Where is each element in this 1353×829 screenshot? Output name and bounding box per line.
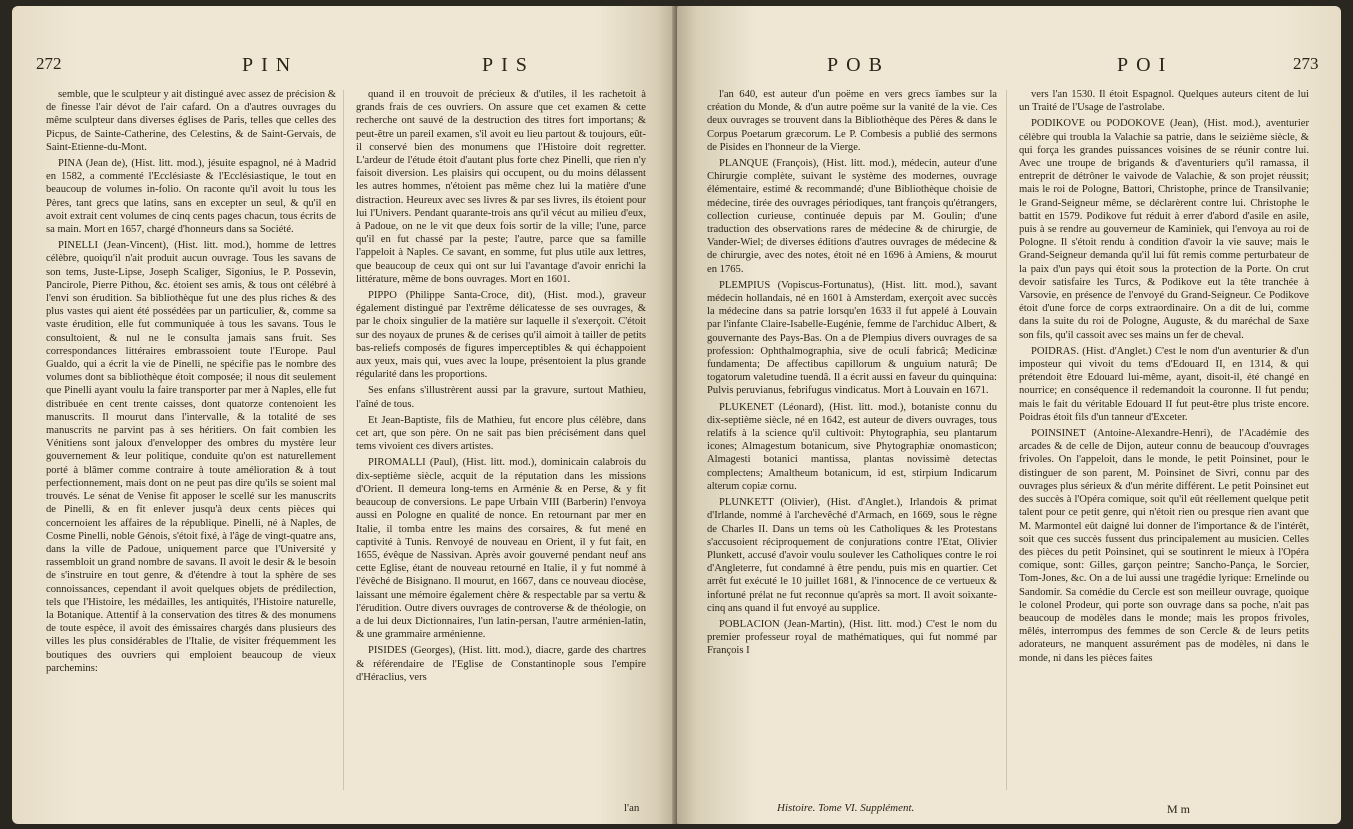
entry-pina: PINA (Jean de), (Hist. litt. mod.), jésuite espagnol, né à Madrid en 1582, a commenté l'Ecclésiaste & l'Ecclésiastique, le tout en beaucoup de volumes in-folio. On raconte qu'il avoit lu tous les Pères, tant grecs que latins, sans en excepter un seul, & qu'il en avoit extrait cent volumes de cinq cents pages chacun, tous écrits de sa main. Mort en 1657, chargé d'honneurs dans sa Société. xyxy=(46,158,336,236)
right-page xyxy=(677,6,1341,824)
entry-pinelli: PINELLI (Jean-Vincent), (Hist. litt. mod.), homme de lettres célèbre, quoiqu'il n'ait produit aucun ouvrage. Tous les savans de son tems, Juste-Lipse, Joseph Scaliger, Sigonius, le P. Possevin, Pancirole, Pierre Pithou, &c. étoient ses amis, & tous ont célébré à l'envi son érudition. Sa bibliothèque fut une des plus riches & des plus vastes qui aient été possédées par un particulier, &, comme sa vaste érudition, elle fut communiquée à tous les savans. Tous le consultoient, & nul ne le consulta jamais sans fruit. Ses correspondances littéraires embrassoient toute l'Europe. Paul Gualdo, qui a écrit la vie de Pinelli, ne spécifie pas le nombre des volumes dont sa bibliothèque étoit composée; il nous dit seulement que Pinelli ayant voulu la faire transporter par mer à Naples, elle fut distribuée en cent trente caisses, dont quatorze contenoient les manuscrits. Il mourut dans l'intervalle, & la totalité de ses manuscrits ne parvint pas à ses héritiers. On fait combien les Vénitiens sont jaloux d'envelopper des ombres du mystère leur gouvernement & leur politique, conduite qu'on est naturellement porté à blâmer comme contraire à toute amélioration & à tout perfectionnement, mais dont on ne peut pas dire qu'ils se soient mal trouvés. Le sénat de Venise fit apposer le scellé sur les manuscrits de Pinelli, & en fit enlever jusqu'à deux cents pièces qui concernoient les affaires de la république. Pinelli, né à Naples, de Cosme Pinelli, noble Génois, s'étoit fixé, à l'âge de vingt-quatre ans, dans la ville de Padoue, uniquement parce que l'Université y rassembloit un grand nombre de savans. Il avoit le desir & le besoin de s'instruire en tout genre, & d'étendre à tout la sphère de ses connoissances, cependant il avoit quelques objets de prédilection, tels que l'Histoire, les médailles, les antiquités, l'Histoire naturelle, la Botanique. Attentif à la conservation des titres & des monumens de toute espèce, il avoit des émissaires chargés dans plusieurs des villes les plus considérables de l'Italie, de visiter fréquemment les boutiques des ouvriers qui emploient beaucoup de vieux parchemins: xyxy=(46,240,336,674)
entry-podikove: PODIKOVE ou PODOKOVE (Jean), (Hist. mod.), aventurier célèbre qui troubla la Valachie sa patrie, dans le seizième siècle, & qui força les grandes puissances voisines de se réunir contre lui. Avec une troupe de brigands & d'aventuriers qu'il ramassa, il entreprit de détrôner le vaivode de Valachie, & son projet réussit; mais le roi de Pologne, Battori, Christophe, prince de Transilvanie; le Grand-Seigneur même, se déclarèrent contre lui. Christophe le battit en 1579. Podikove fut réduit à errer d'abord d'asile en asile, puis à se rendre au gouverneur de Kaminiek, qui l'envoya au roi de Pologne. Il s'étoit rendu à condition d'avoir la vie sauve; mais le Grand-Seigneur demanda qu'il lui fût remis comme perturbateur de la paix d'un pays qui étoit sous la protection de la Porte. On crut devoir satisfaire les Turcs, & Podikove eut la tête tranchée à Varsovie, en présence de l'envoyé du Grand-Seigneur. Ce Podikove étoit d'une force de corps extraordinaire. On a dit de lui, comme dans la suite du roi de Pologne, Auguste, & du maréchal de Saxe son fils, qu'il cassoit avec ses mains un fer de cheval. xyxy=(1019,118,1309,341)
entry-pisides: PISIDES (Georges), (Hist. litt. mod.), diacre, garde des chartres & référendaire de l'Eglise de Constantinople sous l'empire d'Héraclius, vers xyxy=(356,645,646,683)
column-divider xyxy=(343,90,344,790)
text-paragraph: l'an 640, est auteur d'un poëme en vers grecs ïambes sur la création du Monde, & d'un autre poëme sur la vanité de la vie. Ces deux ouvrages se trouvent dans la Bibliothèque des Pères & dans le Corpus Poetarum græcorum. Le P. Combesis a publié des sermons de Pisides en l'honneur de la Vierge. xyxy=(707,89,997,153)
footer-line: Histoire. Tome VI. Supplément. xyxy=(777,802,915,814)
entry-planque: PLANQUE (François), (Hist. litt. mod.), médecin, auteur d'une Chirurgie complète, suivant le système des modernes, ouvrage élémentaire, estimé & recommandé; d'une Bibliothèque choisie de médecine, tirée des ouvrages périodiques, tant françois qu'étrangers, collection curieuse, continuée depuis par M. Goulin; d'une traduction des observations rares de médecine & de chirurgie, de Vander-Wiel; de diverses éditions d'autres ouvrages de médecine & de chirurgie, avec des notes, étoit né en 1696 à Amiens, & mourut en 1765. xyxy=(707,158,997,275)
running-head-left-1: PIN xyxy=(242,54,299,76)
text-paragraph: quand il en trouvoit de précieux & d'utiles, il les rachetoit à grands frais de ces ouvriers. On assure que cet examen & cette recherche ont sauvé de la destruction des titres fort importans; & peut-être un pareil examen, s'il avoit eu lieu partout & toujours, eût-il conservé bien des monumens que l'Histoire doit regretter. L'ardeur de l'étude étoit d'autant plus forte chez Pinelli, que rien n'y faisoit diversion. Les plaisirs qui occupent, ou du moins délassent les autres hommes, n'étoient pas même chez lui la matière d'une distraction. Heureux avec ses livres & par ses livres, ils étoient pour lui l'Univers. Pendant quarante-trois ans qu'il vécut au milieu d'eux, à Padoue, on ne le vit que deux fois sortir de la ville; l'une, parce qu'il en fut chassé par la peste; l'autre, parce que sa famille l'appeloit à Naples. Ce savant, en somme, fut plus utile aux lettres, que beaucoup de ceux qui ont sur lui l'avantage d'avoir enrichi la littérature, même de bons ouvrages. Mort en 1601. xyxy=(356,89,646,285)
entry-poinsinet: POINSINET (Antoine-Alexandre-Henri), de l'Académie des arcades & de celle de Dijon, auteur connu de beaucoup d'ouvrages frivoles. On l'appeloit, dans le monde, le petit Poinsinet, pour le distinguer de son parent, M. Poinsinet de Sivri, connu par des ouvrages plus sérieux & d'un mérite différent. Le petit Poinsinet eut des succès à l'Opéra comique, soit qu'il eût réellement quelque petit talent pour ce petit genre, qui n'étoit rien ou presque rien avant que M. Marmontel eût daigné lui donner de l'importance & de l'intérêt, soit que ces succès fussent dus principalement au musicien. Celles des pièces du petit Poinsinet, qui se soutinrent le mieux à l'Opéra comique, sont: Gilles, garçon peintre; Sancho-Pança, le Sorcier, Tom-Jones, &c. On a de lui aussi une tragédie lyrique: Ernelinde ou Sandomir. Sa comédie du Cercle est son meilleur ouvrage, quoique le colonel Prodeur, qui porte son ouvrage dans sa poche, n'ait pas beaucoup de modèles dans le monde; mais les propos frivoles, mêlés, interrompus des femmes de son Cercle & de leurs petits adorateurs, ne manquent assurément pas de modèles, ni dans le monde, ni dans les pièces faites xyxy=(1019,428,1309,664)
signature-mark: M m xyxy=(1167,802,1191,816)
entry-plunkett: PLUNKETT (Olivier), (Hist. d'Anglet.), Irlandois & primat d'Irlande, nommé à l'archevêché d'Armach, en 1669, sous le règne de Charles II. Dans un tems où les Catholiques & les Protestans s'accusoient réciproquement de conjurations contre l'Etat, Olivier Plunkett, accusé d'avoir voulu soulever les Catholiques contre le roi d'Angleterre, fut condamné à être pendu, puis mis en quartier. Cet arrêt fut exécuté le 10 juillet 1681, & l'innocence de ce vertueux & infortuné prélat ne fut reconnue qu'après sa mort. Il avoit soixante-cinq ans quand il fut envoyé au supplice. xyxy=(707,497,997,614)
running-head-right-2: POI xyxy=(1117,54,1174,76)
entry-pippo: PIPPO (Philippe Santa-Croce, dit), (Hist. mod.), graveur également distingué par l'extrême délicatesse de ses ouvrages, & par le choix singulier de la matière sur laquelle il s'exerçoit. C'étoit sur des noyaux de prunes & de cerises qu'il aimoit à tailler de petits bas-reliefs composés de figures imperceptibles & qui échappoient aux yeux, mais qui, vues avec la loupe, présentoient la plus grande régularité dans les proportions. xyxy=(356,290,646,381)
page-number-right: 273 xyxy=(1293,54,1319,73)
right-page-column-1 xyxy=(707,88,997,661)
text-paragraph: vers l'an 1530. Il étoit Espagnol. Quelques auteurs citent de lui un Traité de l'Usage de l'astrolabe. xyxy=(1019,89,1309,114)
left-page-column-2 xyxy=(356,88,646,687)
left-page-column-1 xyxy=(46,88,336,678)
left-page xyxy=(12,6,676,824)
page-number-left: 272 xyxy=(36,54,62,73)
catchword: l'an xyxy=(624,802,640,814)
entry-poblacion: POBLACION (Jean-Martin), (Hist. litt. mod.) C'est le nom du premier professeur royal de mathématiques, qui fut nommé par François I xyxy=(707,618,997,657)
entry-plukenet: PLUKENET (Léonard), (Hist. litt. mod.), botaniste connu du dix-septième siècle, né en 1642, est auteur de divers ouvrages, tous relatifs à la science qu'il cultivoit: Phytographia, seu plantarum icones; Almagestum botanicum, sive Phytographiæ onomasticon; Almagesti botanici mantissa, plantas novissimè detectas complectens; Amaltheum botanicum, id est, stirpium Indicarum alterum copiæ cornu. xyxy=(707,401,997,492)
entry-plempius: PLEMPIUS (Vopiscus-Fortunatus), (Hist. litt. mod.), savant médecin hollandais, né en 1601 à Amsterdam, exerçoit avec succès la médecine dans sa patrie lorsqu'en 1633 il fut appelé à Louvain par l'infante Claire-Isabelle-Eugénie, femme de l'archiduc Albert, & gouvernante des Pays-Bas. On a de Plempius divers ouvrages de sa profession: Ophthalmographia, sive de oculi fabricâ; Medicinæ fundamenta; De affectibus capillorum & unguium naturâ; De togatorum valetudine tuendâ. Il a écrit aussi en faveur du quinquina: Pulvis peruvianus, febrifugus vindicatus. Mort à Louvain en 1671. xyxy=(707,279,997,397)
text-paragraph: Et Jean-Baptiste, fils de Mathieu, fut encore plus célèbre, dans cet art, que son père. On ne sait pas bien précisément dans quel tems vivoient ces divers artistes. xyxy=(356,414,646,453)
entry-poidras: POIDRAS. (Hist. d'Anglet.) C'est le nom d'un aventurier & d'un imposteur qui vivoit du tems d'Edouard II, en 1314, & qui prétendoit être Edouard lui-même, ayant, disoit-il, été changé en nourrice; en conséquence il redemandoit la couronne. Il fut pendu; mais le fait du véritable Edouard II fut peut-être plus triste encore. Poidras étoit fils d'un tanneur d'Exceter. xyxy=(1019,345,1309,423)
right-page-column-2 xyxy=(1019,88,1309,668)
text-paragraph: semble, que le sculpteur y ait distingué avec assez de précision & de finesse l'air dévot de l'air cafard. On a d'autres ouvrages du même sculpteur dans diverses églises de Paris, telles que celles des Picpus, de Sainte-Catherine, des Celestins, & de Saint-Gervais, de Saint-Etienne-du-Mont. xyxy=(46,89,336,153)
text-paragraph: Ses enfans s'illustrèrent aussi par la gravure, surtout Mathieu, l'aîné de tous. xyxy=(356,385,646,410)
entry-piromalli: PIROMALLI (Paul), (Hist. litt. mod.), dominicain calabrois du dix-septième siècle, acquit de la réputation dans les missions d'Orient. Il demeura long-tems en Arménie & en Perse, & y fit beaucoup de conversions. Le pape Urbain VIII (Barberin) l'envoya aussi en Pologne en qualité de nonce. En retournant par mer en Italie, il tomba entre les mains des corsaires, & fut mené en captivité à Tunis. Renvoyé de nouveau en Orient, il y fut fait, en 1655, évêque de Nassivan. Après avoir gouverné pendant neuf ans cette Eglise, étant de nouveau retourné en Italie, il y fut nommé à l'évêché de Bisignano. Il mourut, en 1667, dans ce nouveau diocèse, laissant une mémoire également chère & respectable par sa vertu & l'érudition. Outre divers ouvrages de controverse & de théologie, on a de lui deux Dictionnaires, l'un latin-persan, l'autre arménien-latin, & une grammaire arménienne. xyxy=(356,457,646,641)
running-head-right-1: POB xyxy=(827,54,890,76)
column-divider xyxy=(1006,90,1007,790)
running-head-left-2: PIS xyxy=(482,54,535,76)
